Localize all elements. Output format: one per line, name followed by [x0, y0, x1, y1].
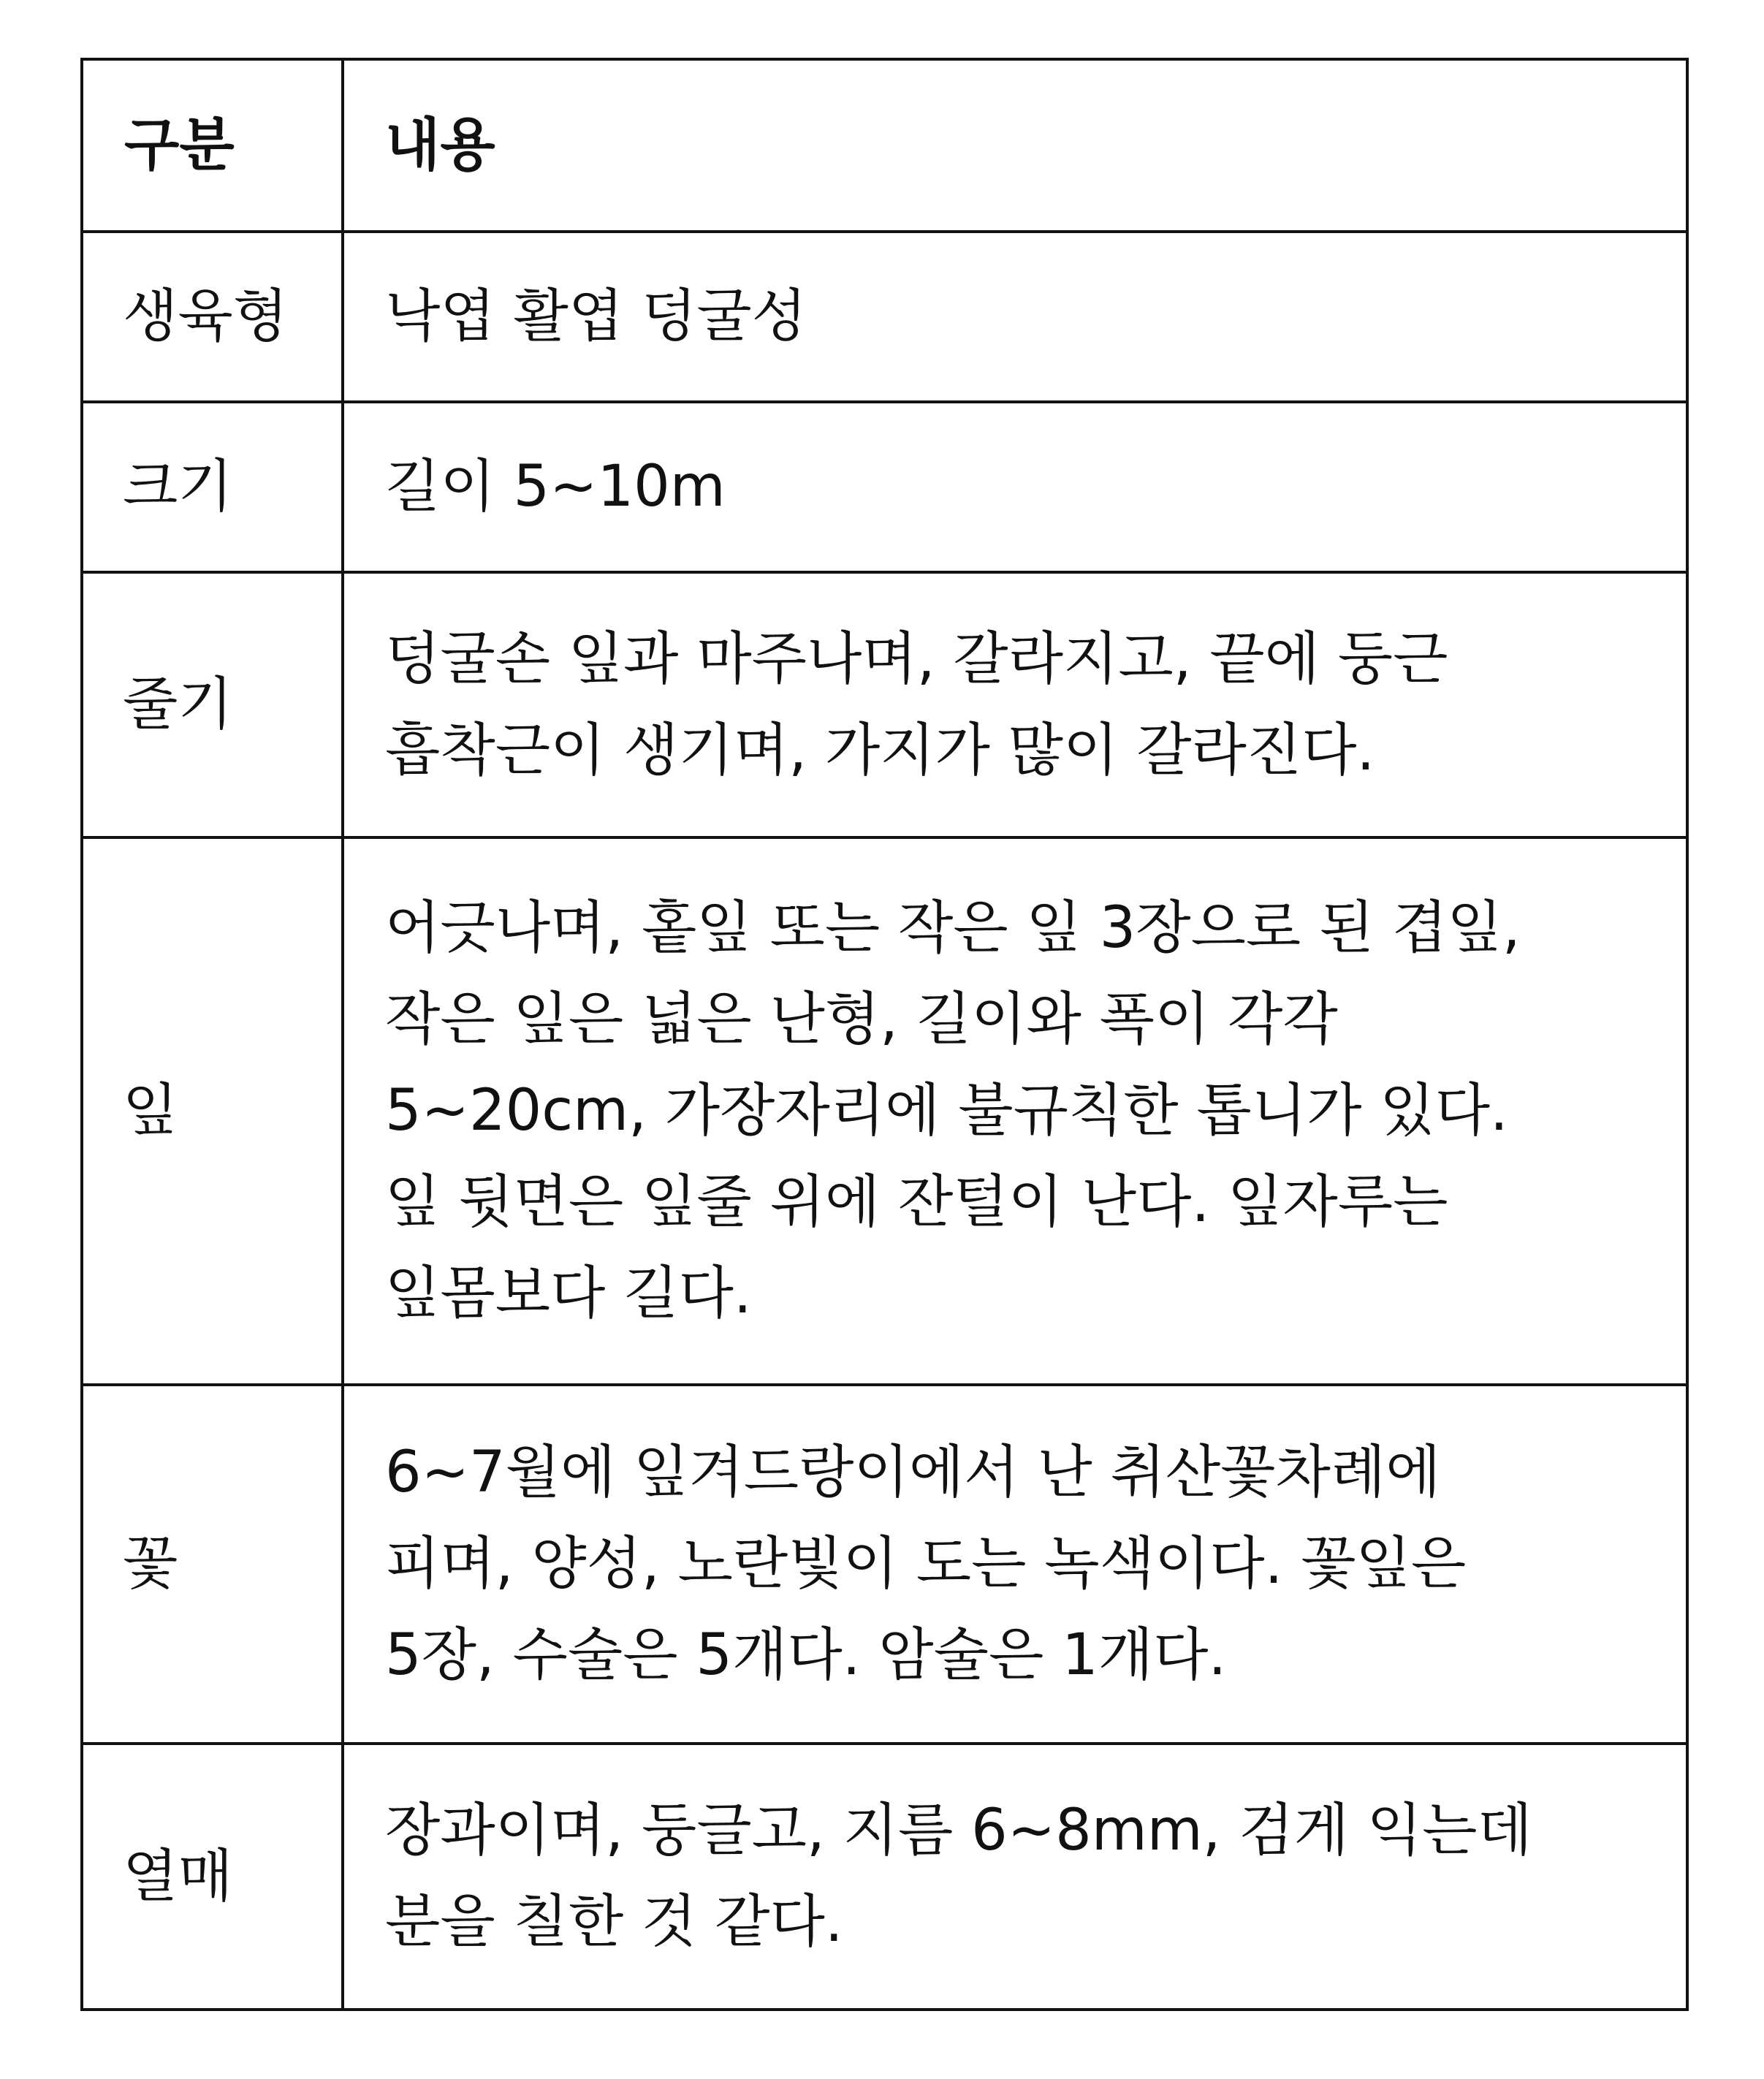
- row-content: [343, 1385, 1687, 1744]
- content-line: 5장, 수술은 5개다. 암술은 1개다.: [385, 1622, 1227, 1688]
- table-row-leaf: [82, 837, 1687, 1385]
- table-row-growth-form: [82, 232, 1687, 402]
- content-line: 6~7월에 잎겨드랑이에서 난 취산꽃차례에: [385, 1440, 1441, 1505]
- content-line: 잎 뒷면은 잎줄 위에 잔털이 난다. 잎자루는: [385, 1169, 1448, 1235]
- row-content: [343, 1744, 1687, 2010]
- content-line: 피며, 양성, 노란빛이 도는 녹색이다. 꽃잎은: [385, 1531, 1467, 1597]
- content-line: 장과이며, 둥글고, 지름 6~8mm, 검게 익는데: [385, 1798, 1532, 1863]
- row-label: 잎: [82, 837, 343, 1385]
- content-line: 길이 5~10m: [385, 454, 726, 520]
- row-content: [343, 232, 1687, 402]
- content-line: 흡착근이 생기며, 가지가 많이 갈라진다.: [385, 717, 1375, 783]
- row-content: [343, 572, 1687, 837]
- row-label: 꽃: [82, 1385, 343, 1744]
- row-content: [343, 837, 1687, 1385]
- table-row-stem: [82, 572, 1687, 837]
- content-line: 덩굴손 잎과 마주나며, 갈라지고, 끝에 둥근: [385, 626, 1448, 692]
- content-line: 낙엽 활엽 덩굴성: [385, 284, 807, 349]
- row-label: 열매: [82, 1744, 343, 2010]
- content-line: 어긋나며, 홑잎 또는 작은 잎 3장으로 된 겹잎,: [385, 895, 1521, 961]
- row-label: 크기: [82, 402, 343, 572]
- header-content: 내용: [343, 59, 1687, 232]
- table-row-size: [82, 402, 1687, 572]
- content-line: 분을 칠한 것 같다.: [385, 1889, 843, 1955]
- table-header-row: [82, 59, 1687, 232]
- table-row-flower: [82, 1385, 1687, 1744]
- header-category: 구분: [82, 59, 343, 232]
- row-label: 줄기: [82, 572, 343, 837]
- content-line: 5~20cm, 가장자리에 불규칙한 톱니가 있다.: [385, 1078, 1508, 1144]
- row-content: [343, 402, 1687, 572]
- row-label: 생육형: [82, 232, 343, 402]
- info-table: [80, 58, 1689, 2011]
- table-row-fruit: [82, 1744, 1687, 2010]
- content-line: 잎몸보다 길다.: [385, 1261, 752, 1326]
- content-line: 작은 잎은 넓은 난형, 길이와 폭이 각각: [385, 987, 1338, 1052]
